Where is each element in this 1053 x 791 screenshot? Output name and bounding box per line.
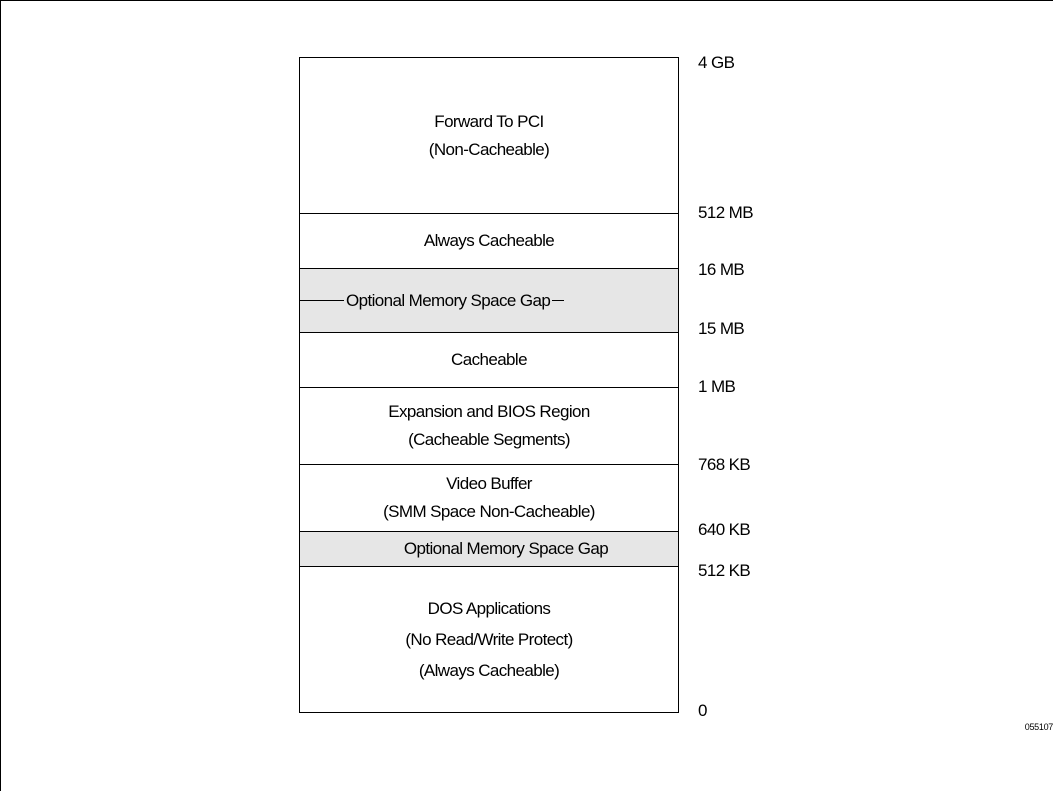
region-label: Optional Memory Space Gap [403,539,609,558]
region-sublabel: (SMM Space Non-Cacheable) [383,502,595,521]
gap-leader-left [300,300,344,301]
address-label-640kb: 640 KB [698,520,751,539]
address-label-16mb: 16 MB [698,260,745,279]
region-label: Video Buffer [446,474,532,493]
region-label: Forward To PCI [434,111,544,131]
region-label: DOS Applications [427,599,551,618]
address-label-512kb: 512 KB [698,561,751,580]
region-label: Optional Memory Space Gap [346,290,551,310]
region-label: Cacheable [451,350,527,369]
region-expansion-bios [300,388,678,464]
region-label: Expansion and BIOS Region [388,402,590,421]
region-cacheable [300,333,678,387]
figure-id: 055107 [1024,722,1053,732]
region-sublabel: (Non-Cacheable) [428,139,550,159]
region-optional-memory-gap-upper [300,269,678,332]
region-dos-applications [300,567,678,712]
gap-leader-right [552,300,564,301]
region-sublabel: (Always Cacheable) [418,661,560,680]
region-video-buffer [300,465,678,531]
address-label-15mb: 15 MB [698,319,745,338]
region-sublabel: (No Read/Write Protect) [405,630,573,649]
region-sublabel: (Cacheable Segments) [408,430,570,449]
address-label-4gb: 4 GB [698,53,735,72]
region-always-cacheable [300,214,678,268]
address-label-1mb: 1 MB [698,377,736,396]
gap-label-row [300,291,678,311]
region-forward-to-pci [300,58,678,213]
memory-map-diagram [299,57,679,713]
address-label-0: 0 [698,701,707,720]
address-label-768kb: 768 KB [698,455,751,474]
region-optional-memory-gap-lower [300,532,678,566]
address-label-512mb: 512 MB [698,203,753,222]
region-label: Always Cacheable [423,231,555,250]
